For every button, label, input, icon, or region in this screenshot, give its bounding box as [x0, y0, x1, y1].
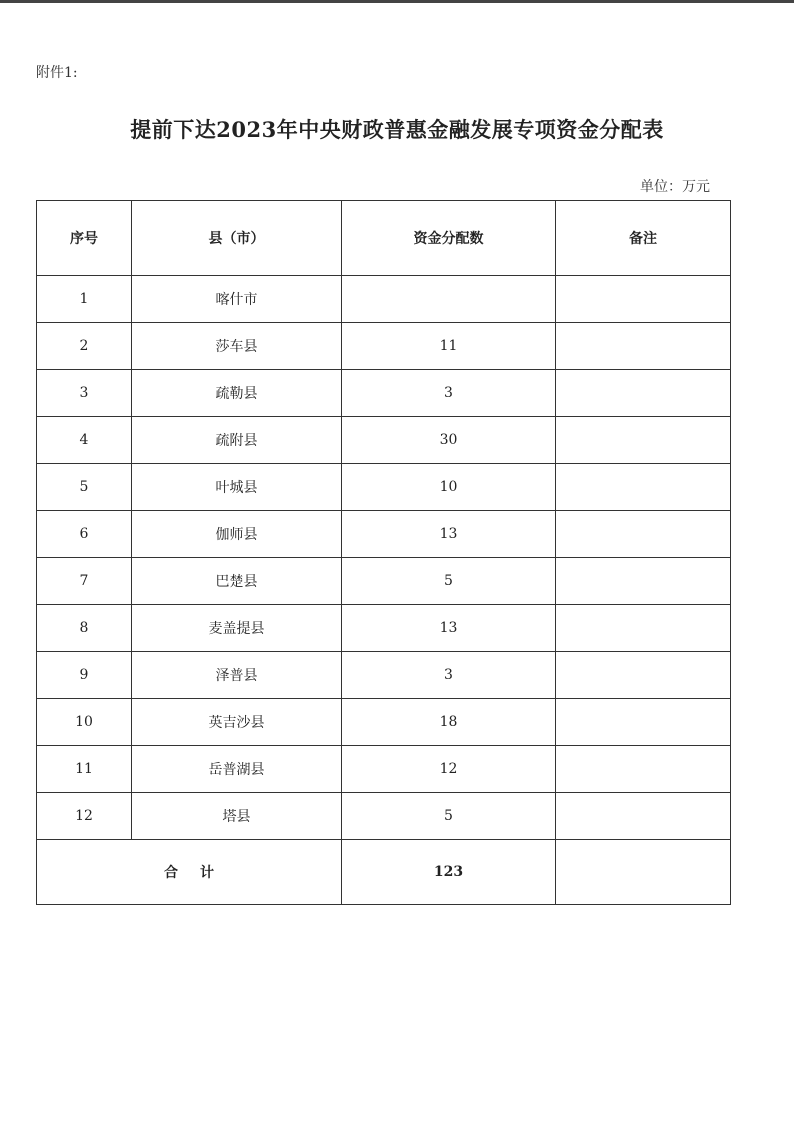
row-number: 12	[37, 793, 132, 840]
row-county: 疏勒县	[132, 370, 342, 417]
row-amount: 30	[342, 417, 556, 464]
table-row	[37, 793, 731, 840]
row-amount: 18	[342, 699, 556, 746]
table-row	[37, 417, 731, 464]
total-row	[37, 840, 731, 905]
row-amount: 5	[342, 793, 556, 840]
row-number: 5	[37, 464, 132, 511]
row-note	[556, 652, 731, 699]
attachment-label: 附件1:	[36, 65, 78, 81]
row-number: 8	[37, 605, 132, 652]
total-label: 合计	[37, 840, 342, 905]
row-note	[556, 558, 731, 605]
table-row	[37, 323, 731, 370]
row-number: 6	[37, 511, 132, 558]
row-number: 10	[37, 699, 132, 746]
row-amount: 3	[342, 370, 556, 417]
table-row	[37, 370, 731, 417]
page-top-border	[0, 0, 794, 3]
row-county: 疏附县	[132, 417, 342, 464]
header-county: 县（市）	[132, 201, 342, 276]
row-number: 9	[37, 652, 132, 699]
row-number: 4	[37, 417, 132, 464]
row-amount: 5	[342, 558, 556, 605]
row-note	[556, 323, 731, 370]
row-county: 伽师县	[132, 511, 342, 558]
total-amount: 123	[342, 840, 556, 905]
row-county: 麦盖提县	[132, 605, 342, 652]
row-note	[556, 746, 731, 793]
table-row	[37, 558, 731, 605]
row-county: 塔县	[132, 793, 342, 840]
row-note	[556, 511, 731, 558]
row-number: 7	[37, 558, 132, 605]
row-amount	[342, 276, 556, 323]
row-number: 11	[37, 746, 132, 793]
row-county: 岳普湖县	[132, 746, 342, 793]
row-county: 莎车县	[132, 323, 342, 370]
row-note	[556, 464, 731, 511]
total-note	[556, 840, 731, 905]
table-row	[37, 746, 731, 793]
row-amount: 3	[342, 652, 556, 699]
header-no: 序号	[37, 201, 132, 276]
row-county: 泽普县	[132, 652, 342, 699]
table-row	[37, 699, 731, 746]
row-amount: 11	[342, 323, 556, 370]
table-row	[37, 276, 731, 323]
row-number: 1	[37, 276, 132, 323]
table-row	[37, 464, 731, 511]
page-title: 提前下达2023年中央财政普惠金融发展专项资金分配表	[130, 117, 664, 142]
row-amount: 10	[342, 464, 556, 511]
table-row	[37, 511, 731, 558]
row-county: 巴楚县	[132, 558, 342, 605]
row-note	[556, 276, 731, 323]
row-county: 喀什市	[132, 276, 342, 323]
row-note	[556, 605, 731, 652]
row-county: 叶城县	[132, 464, 342, 511]
row-note	[556, 370, 731, 417]
row-amount: 12	[342, 746, 556, 793]
table-header-row	[37, 201, 731, 276]
table-row	[37, 652, 731, 699]
header-note: 备注	[556, 201, 731, 276]
row-number: 3	[37, 370, 132, 417]
table-row	[37, 605, 731, 652]
row-note	[556, 417, 731, 464]
row-note	[556, 793, 731, 840]
unit-label: 单位：万元	[640, 179, 710, 195]
row-county: 英吉沙县	[132, 699, 342, 746]
allocation-table	[36, 200, 731, 905]
header-amount: 资金分配数	[342, 201, 556, 276]
row-note	[556, 699, 731, 746]
row-amount: 13	[342, 605, 556, 652]
row-amount: 13	[342, 511, 556, 558]
row-number: 2	[37, 323, 132, 370]
